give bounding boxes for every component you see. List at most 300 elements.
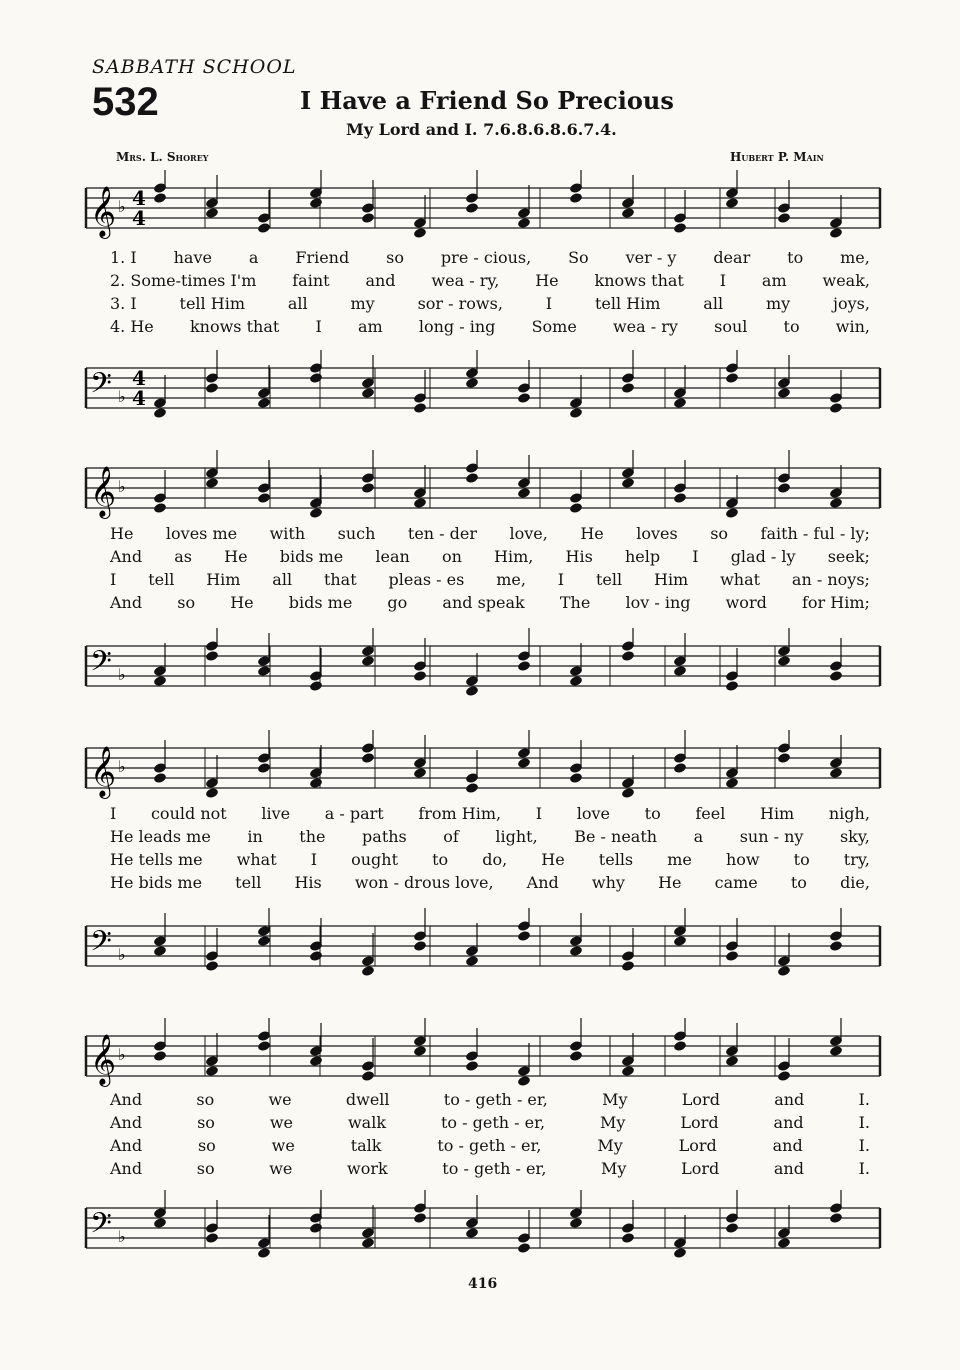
note-head — [309, 777, 323, 789]
lyric-word: bids me — [279, 547, 344, 566]
lyric-word: so — [710, 524, 729, 543]
lyric-word: an - noys; — [791, 570, 870, 589]
note-head — [205, 382, 219, 394]
note-head — [673, 665, 687, 677]
time-signature: 4 — [132, 366, 146, 390]
lyricist-credit: Mrs. L. Shorey — [116, 150, 209, 164]
lyric-word: And — [110, 593, 143, 612]
lyric-word: paths — [362, 827, 407, 846]
lyric-word: Lord — [681, 1090, 720, 1109]
lyric-word: joys, — [833, 294, 870, 313]
hymn-title: I Have a Friend So Precious — [300, 86, 674, 115]
note-head — [205, 1065, 219, 1077]
note-head — [361, 965, 375, 977]
flat-key-icon: ♭ — [118, 477, 126, 496]
lyric-word: lov - ing — [625, 593, 691, 612]
verse-line — [110, 269, 870, 292]
lyric-word: so — [177, 593, 196, 612]
note-head — [829, 402, 843, 414]
lyric-word: seek; — [827, 547, 870, 566]
treble-clef-icon: 𝄞 — [90, 466, 117, 517]
verse-line — [110, 871, 870, 894]
note-head — [725, 680, 739, 692]
verse-line — [110, 246, 870, 269]
lyric-word: ten - der — [407, 524, 478, 543]
lyric-word: tells — [598, 850, 634, 869]
note-head — [517, 217, 531, 229]
note-head — [309, 950, 323, 962]
note-head — [569, 1217, 583, 1229]
lyric-word: 4. He — [110, 317, 154, 336]
lyric-word: me, — [840, 248, 870, 267]
note-head — [829, 670, 843, 682]
note-head — [621, 1232, 635, 1244]
verse-line — [110, 1111, 870, 1134]
note-head — [465, 377, 479, 389]
lyric-word: knows that — [189, 317, 280, 336]
flat-key-icon: ♭ — [118, 945, 126, 964]
lyric-word: And — [110, 1090, 143, 1109]
verse-line — [110, 1157, 870, 1180]
lyrics-system-2 — [110, 522, 870, 614]
lyric-word: such — [337, 524, 376, 543]
lyric-word: in — [247, 827, 263, 846]
note-head — [673, 935, 687, 947]
note-head — [829, 940, 843, 952]
note-head — [465, 782, 479, 794]
lyric-word: what — [236, 850, 277, 869]
lyric-word: to - geth - er, — [437, 1136, 542, 1155]
lyric-word: to — [787, 248, 804, 267]
note-head — [257, 1247, 271, 1259]
lyric-word: loves me — [165, 524, 238, 543]
note-head — [153, 407, 167, 419]
note-head — [517, 757, 531, 769]
lyric-word: He tells me — [110, 850, 203, 869]
lyric-word: I — [692, 547, 699, 566]
note-head — [569, 675, 583, 687]
note-head — [413, 402, 427, 414]
lyric-word: sun - ny — [739, 827, 804, 846]
note-head — [361, 1237, 375, 1249]
treble-clef-icon: 𝄞 — [90, 746, 117, 797]
lyric-word: I. — [858, 1113, 870, 1132]
lyric-word: to - geth - er, — [442, 1159, 547, 1178]
note-head — [621, 650, 635, 662]
lyric-word: and — [773, 1159, 804, 1178]
note-head — [153, 675, 167, 687]
lyric-word: Him — [653, 570, 689, 589]
bass-staff-system-2 — [0, 628, 960, 708]
note-head — [257, 492, 271, 504]
note-head — [829, 1045, 843, 1057]
lyric-word: and — [365, 271, 396, 290]
note-head — [725, 950, 739, 962]
lyric-word: to — [790, 873, 807, 892]
lyric-word: I. — [858, 1090, 870, 1109]
note-head — [517, 1075, 531, 1087]
lyric-word: ver - y — [625, 248, 677, 267]
note-head — [361, 1070, 375, 1082]
lyric-word: He — [541, 850, 565, 869]
lyric-word: talk — [350, 1136, 382, 1155]
lyric-word: word — [725, 593, 767, 612]
lyric-word: on — [441, 547, 462, 566]
note-head — [413, 940, 427, 952]
note-head — [621, 960, 635, 972]
lyric-word: die, — [840, 873, 870, 892]
lyric-word: so — [197, 1136, 216, 1155]
note-head — [517, 392, 531, 404]
lyric-word: I — [310, 850, 318, 869]
note-head — [569, 1050, 583, 1062]
note-head — [205, 650, 219, 662]
note-head — [517, 487, 531, 499]
note-head — [777, 387, 791, 399]
lyric-word: all — [272, 570, 293, 589]
lyric-word: wea - ry, — [431, 271, 500, 290]
lyric-word: nigh, — [828, 804, 870, 823]
lyric-word: weak, — [822, 271, 870, 290]
flat-key-icon: ♭ — [118, 1045, 126, 1064]
lyric-word: glad - ly — [730, 547, 796, 566]
note-head — [725, 1055, 739, 1067]
note-head — [309, 197, 323, 209]
lyric-word: a — [248, 248, 259, 267]
lyric-word: He — [110, 524, 134, 543]
lyric-word: dear — [713, 248, 751, 267]
note-head — [257, 222, 271, 234]
treble-clef-icon: 𝄞 — [90, 186, 117, 237]
verse-line — [110, 802, 870, 825]
verse-line — [110, 848, 870, 871]
note-head — [777, 212, 791, 224]
lyric-word: do, — [482, 850, 508, 869]
lyric-word: Him — [759, 804, 795, 823]
treble-staff-system-2 — [0, 450, 960, 530]
lyric-word: tell — [148, 570, 175, 589]
note-head — [361, 482, 375, 494]
note-head — [673, 397, 687, 409]
flat-key-icon: ♭ — [118, 197, 126, 216]
lyric-word: My — [600, 1113, 626, 1132]
lyric-word: so — [196, 1159, 215, 1178]
verse-line — [110, 1088, 870, 1111]
lyric-word: and — [773, 1113, 804, 1132]
note-head — [413, 767, 427, 779]
verse-line — [110, 522, 870, 545]
lyric-word: so — [197, 1113, 215, 1132]
note-head — [257, 665, 271, 677]
section-heading: SABBATH SCHOOL — [92, 56, 297, 78]
lyric-word: a — [693, 827, 704, 846]
lyric-word: He leads me — [110, 827, 211, 846]
note-head — [673, 1040, 687, 1052]
lyric-word: of — [443, 827, 459, 846]
lyric-word: what — [720, 570, 761, 589]
lyric-word: feel — [695, 804, 726, 823]
note-head — [257, 397, 271, 409]
note-head — [205, 1232, 219, 1244]
verse-line — [110, 545, 870, 568]
lyric-word: to - geth - er, — [443, 1090, 548, 1109]
lyric-word: won - drous love, — [354, 873, 494, 892]
lyric-word: from Him, — [418, 804, 502, 823]
lyric-word: why — [591, 873, 625, 892]
note-head — [829, 227, 843, 239]
lyric-word: I. — [858, 1136, 870, 1155]
lyric-word: and — [772, 1136, 803, 1155]
verse-line — [110, 315, 870, 338]
tune-meter: My Lord and I. 7.6.8.6.8.6.7.4. — [346, 120, 617, 139]
lyric-word: Friend — [295, 248, 350, 267]
bass-staff-system-4 — [0, 1190, 960, 1270]
lyric-word: to — [432, 850, 449, 869]
lyric-word: I — [719, 271, 727, 290]
note-head — [361, 655, 375, 667]
lyrics-system-4 — [110, 1088, 870, 1180]
note-head — [465, 1227, 479, 1239]
note-head — [413, 1212, 427, 1224]
verse-line — [110, 292, 870, 315]
note-head — [725, 507, 739, 519]
note-head — [673, 222, 687, 234]
note-head — [517, 660, 531, 672]
lyric-word: to — [644, 804, 661, 823]
lyric-word: am — [761, 271, 787, 290]
lyric-word: pleas - es — [388, 570, 465, 589]
lyric-word: we — [269, 1159, 293, 1178]
note-head — [673, 762, 687, 774]
lyric-word: sky, — [839, 827, 870, 846]
lyric-word: so — [386, 248, 404, 267]
lyric-word: have — [173, 248, 212, 267]
lyric-word: love — [576, 804, 611, 823]
lyric-word: me — [667, 850, 692, 869]
note-head — [777, 1237, 791, 1249]
lyric-word: we — [269, 1113, 294, 1132]
lyric-word: me, — [496, 570, 526, 589]
lyric-word: pre - cious, — [440, 248, 532, 267]
note-head — [413, 497, 427, 509]
treble-staff-system-1 — [0, 170, 960, 250]
note-head — [413, 1045, 427, 1057]
lyric-word: Lord — [678, 1136, 717, 1155]
lyric-word: Him — [206, 570, 241, 589]
lyric-word: My — [597, 1136, 623, 1155]
note-head — [569, 945, 583, 957]
lyric-word: go — [387, 593, 408, 612]
verse-line — [110, 1134, 870, 1157]
note-head — [309, 507, 323, 519]
note-head — [777, 655, 791, 667]
bass-clef-icon: 𝄢 — [90, 925, 112, 965]
lyric-word: we — [271, 1136, 295, 1155]
time-signature: 4 — [132, 386, 146, 410]
note-head — [153, 1050, 167, 1062]
lyric-word: am — [357, 317, 383, 336]
lyric-word: with — [269, 524, 306, 543]
lyric-word: to — [783, 317, 800, 336]
lyric-word: The — [559, 593, 591, 612]
note-head — [517, 930, 531, 942]
note-head — [413, 227, 427, 239]
bass-clef-icon: 𝄢 — [90, 1207, 112, 1247]
note-head — [257, 1040, 271, 1052]
verse-line — [110, 591, 870, 614]
lyric-word: soul — [714, 317, 748, 336]
lyric-word: He — [580, 524, 604, 543]
lyric-word: faint — [292, 271, 330, 290]
bass-staff-system-3 — [0, 908, 960, 988]
lyric-word: His — [294, 873, 322, 892]
treble-staff-system-3 — [0, 730, 960, 810]
lyric-word: He — [535, 271, 559, 290]
lyric-word: I — [535, 804, 543, 823]
lyric-word: tell Him — [179, 294, 245, 313]
lyric-word: help — [624, 547, 661, 566]
lyric-word: that — [323, 570, 357, 589]
lyric-word: loves — [636, 524, 678, 543]
lyric-word: knows that — [594, 271, 684, 290]
note-head — [465, 1060, 479, 1072]
note-head — [829, 1212, 843, 1224]
note-head — [777, 965, 791, 977]
lyric-word: 3. I — [110, 294, 137, 313]
lyric-word: My — [602, 1090, 628, 1109]
note-head — [153, 502, 167, 514]
lyric-word: all — [703, 294, 724, 313]
lyric-word: Lord — [681, 1159, 720, 1178]
lyric-word: walk — [347, 1113, 387, 1132]
lyric-word: and — [774, 1090, 805, 1109]
note-head — [465, 472, 479, 484]
lyric-word: I. — [858, 1159, 870, 1178]
lyric-word: tell — [235, 873, 262, 892]
time-signature: 4 — [132, 206, 146, 230]
lyric-word: I — [110, 804, 117, 823]
lyric-word: light, — [495, 827, 538, 846]
note-head — [777, 752, 791, 764]
note-head — [725, 372, 739, 384]
flat-key-icon: ♭ — [118, 665, 126, 684]
note-head — [725, 777, 739, 789]
lyric-word: came — [714, 873, 758, 892]
note-head — [153, 772, 167, 784]
note-head — [569, 772, 583, 784]
note-head — [465, 685, 479, 697]
note-head — [777, 482, 791, 494]
note-head — [621, 382, 635, 394]
note-head — [153, 945, 167, 957]
lyric-word: And — [110, 547, 143, 566]
lyric-word: tell Him — [594, 294, 661, 313]
note-head — [621, 787, 635, 799]
lyric-word: Him, — [494, 547, 534, 566]
lyric-word: a - part — [324, 804, 384, 823]
lyric-word: He — [658, 873, 682, 892]
note-head — [257, 935, 271, 947]
note-head — [153, 192, 167, 204]
lyric-word: And — [526, 873, 559, 892]
note-head — [153, 1217, 167, 1229]
note-head — [725, 1222, 739, 1234]
note-head — [569, 407, 583, 419]
bass-clef-icon: 𝄢 — [90, 645, 112, 685]
lyric-word: And — [110, 1159, 143, 1178]
note-head — [621, 477, 635, 489]
verse-line — [110, 825, 870, 848]
lyric-word: live — [261, 804, 291, 823]
lyric-word: sor - rows, — [417, 294, 503, 313]
note-head — [205, 477, 219, 489]
lyric-word: So — [568, 248, 589, 267]
lyric-word: His — [565, 547, 593, 566]
note-head — [205, 960, 219, 972]
bass-clef-icon: 𝄢 — [90, 367, 112, 407]
lyric-word: could not — [150, 804, 227, 823]
lyric-word: ought — [351, 850, 399, 869]
lyric-word: to — [793, 850, 810, 869]
note-head — [829, 767, 843, 779]
lyric-word: and speak — [442, 593, 525, 612]
time-signature: 4 — [132, 186, 146, 210]
lyric-word: 2. Some-times I'm — [110, 271, 257, 290]
note-head — [829, 497, 843, 509]
note-head — [569, 192, 583, 204]
note-head — [673, 492, 687, 504]
lyric-word: Some — [531, 317, 577, 336]
lyric-word: 1. I — [110, 248, 137, 267]
lyric-word: Be - neath — [574, 827, 658, 846]
note-head — [517, 1242, 531, 1254]
lyric-word: wea - ry — [612, 317, 678, 336]
lyric-word: long - ing — [418, 317, 496, 336]
lyric-word: He — [224, 547, 248, 566]
lyric-word: faith - ful - ly; — [760, 524, 870, 543]
treble-clef-icon: 𝄞 — [90, 1034, 117, 1085]
flat-key-icon: ♭ — [118, 757, 126, 776]
note-head — [361, 212, 375, 224]
lyric-word: dwell — [345, 1090, 390, 1109]
treble-staff-system-4 — [0, 1018, 960, 1098]
lyric-word: My — [601, 1159, 627, 1178]
lyric-word: Lord — [680, 1113, 719, 1132]
verse-line — [110, 568, 870, 591]
note-head — [621, 1065, 635, 1077]
lyric-word: to - geth - er, — [440, 1113, 546, 1132]
note-head — [465, 202, 479, 214]
lyric-word: we — [268, 1090, 292, 1109]
lyric-word: work — [347, 1159, 388, 1178]
lyric-word: my — [350, 294, 375, 313]
lyrics-system-3 — [110, 802, 870, 894]
lyric-word: try, — [843, 850, 870, 869]
lyric-word: I — [315, 317, 322, 336]
lyric-word: lean — [375, 547, 410, 566]
note-head — [725, 197, 739, 209]
bass-staff-system-1 — [0, 350, 960, 430]
composer-credit: Hubert P. Main — [730, 150, 824, 164]
note-head — [413, 670, 427, 682]
note-head — [569, 502, 583, 514]
lyric-word: bids me — [288, 593, 353, 612]
note-head — [205, 787, 219, 799]
lyric-word: as — [174, 547, 192, 566]
lyric-word: love, — [509, 524, 548, 543]
note-head — [309, 372, 323, 384]
note-head — [257, 762, 271, 774]
